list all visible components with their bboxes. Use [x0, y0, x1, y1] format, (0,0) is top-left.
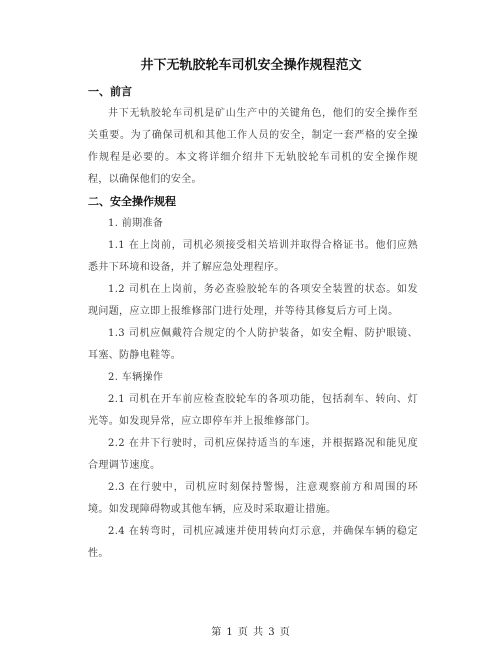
section-heading: 一、前言	[88, 85, 132, 98]
paragraph: 1.2 司机在上岗前，务必查验胶轮车的各项安全装置的状态。如发现问题，应立即上报维修部门进行处理，并等待其修复后方可上岗。	[88, 284, 418, 317]
paragraph: 2.2 在井下行驶时，司机应保持适当的车速，并根据路况和能见度合理调节速度。	[88, 438, 418, 471]
paragraph: 2.1 司机在开车前应检查胶轮车的各项功能，包括刹车、转向、灯光等。如发现异常，应立即停车并上报维修部门。	[88, 394, 418, 427]
paragraph: 井下无轨胶轮车司机是矿山生产中的关键角色，他们的安全操作至关重要。为了确保司机和其他工作人员的安全，制定一套严格的安全操作规程是必要的。本文将详细介绍井下无轨胶轮车司机的安全操作规程，以确保他们的安全。	[88, 108, 418, 185]
paragraph: 2.4 在转弯时，司机应减速并使用转向灯示意，并确保车辆的稳定性。	[88, 526, 418, 559]
page-footer: 第 1 页 共 3 页	[211, 627, 291, 638]
section-preface	[88, 81, 418, 191]
section-rules	[88, 191, 418, 565]
subheading-vehicle-operation: 2. 车辆操作	[108, 372, 164, 383]
paragraph: 2.3 在行驶中，司机应时刻保持警惕，注意观察前方和周围的环境。如发现障碍物或其他车辆，应及时采取避让措施。	[88, 482, 418, 515]
document-body	[88, 81, 418, 565]
section-heading: 二、安全操作规程	[88, 195, 176, 208]
paragraph: 1.3 司机应佩戴符合规定的个人防护装备，如安全帽、防护眼镜、耳塞、防静电鞋等。	[88, 328, 418, 361]
paragraph: 1.1 在上岗前，司机必须接受相关培训并取得合格证书。他们应熟悉井下环境和设备，并了解应急处理程序。	[88, 240, 418, 273]
subheading-preparation: 1. 前期准备	[108, 218, 164, 229]
document-title: 井下无轨胶轮车司机安全操作规程范文	[140, 58, 362, 73]
